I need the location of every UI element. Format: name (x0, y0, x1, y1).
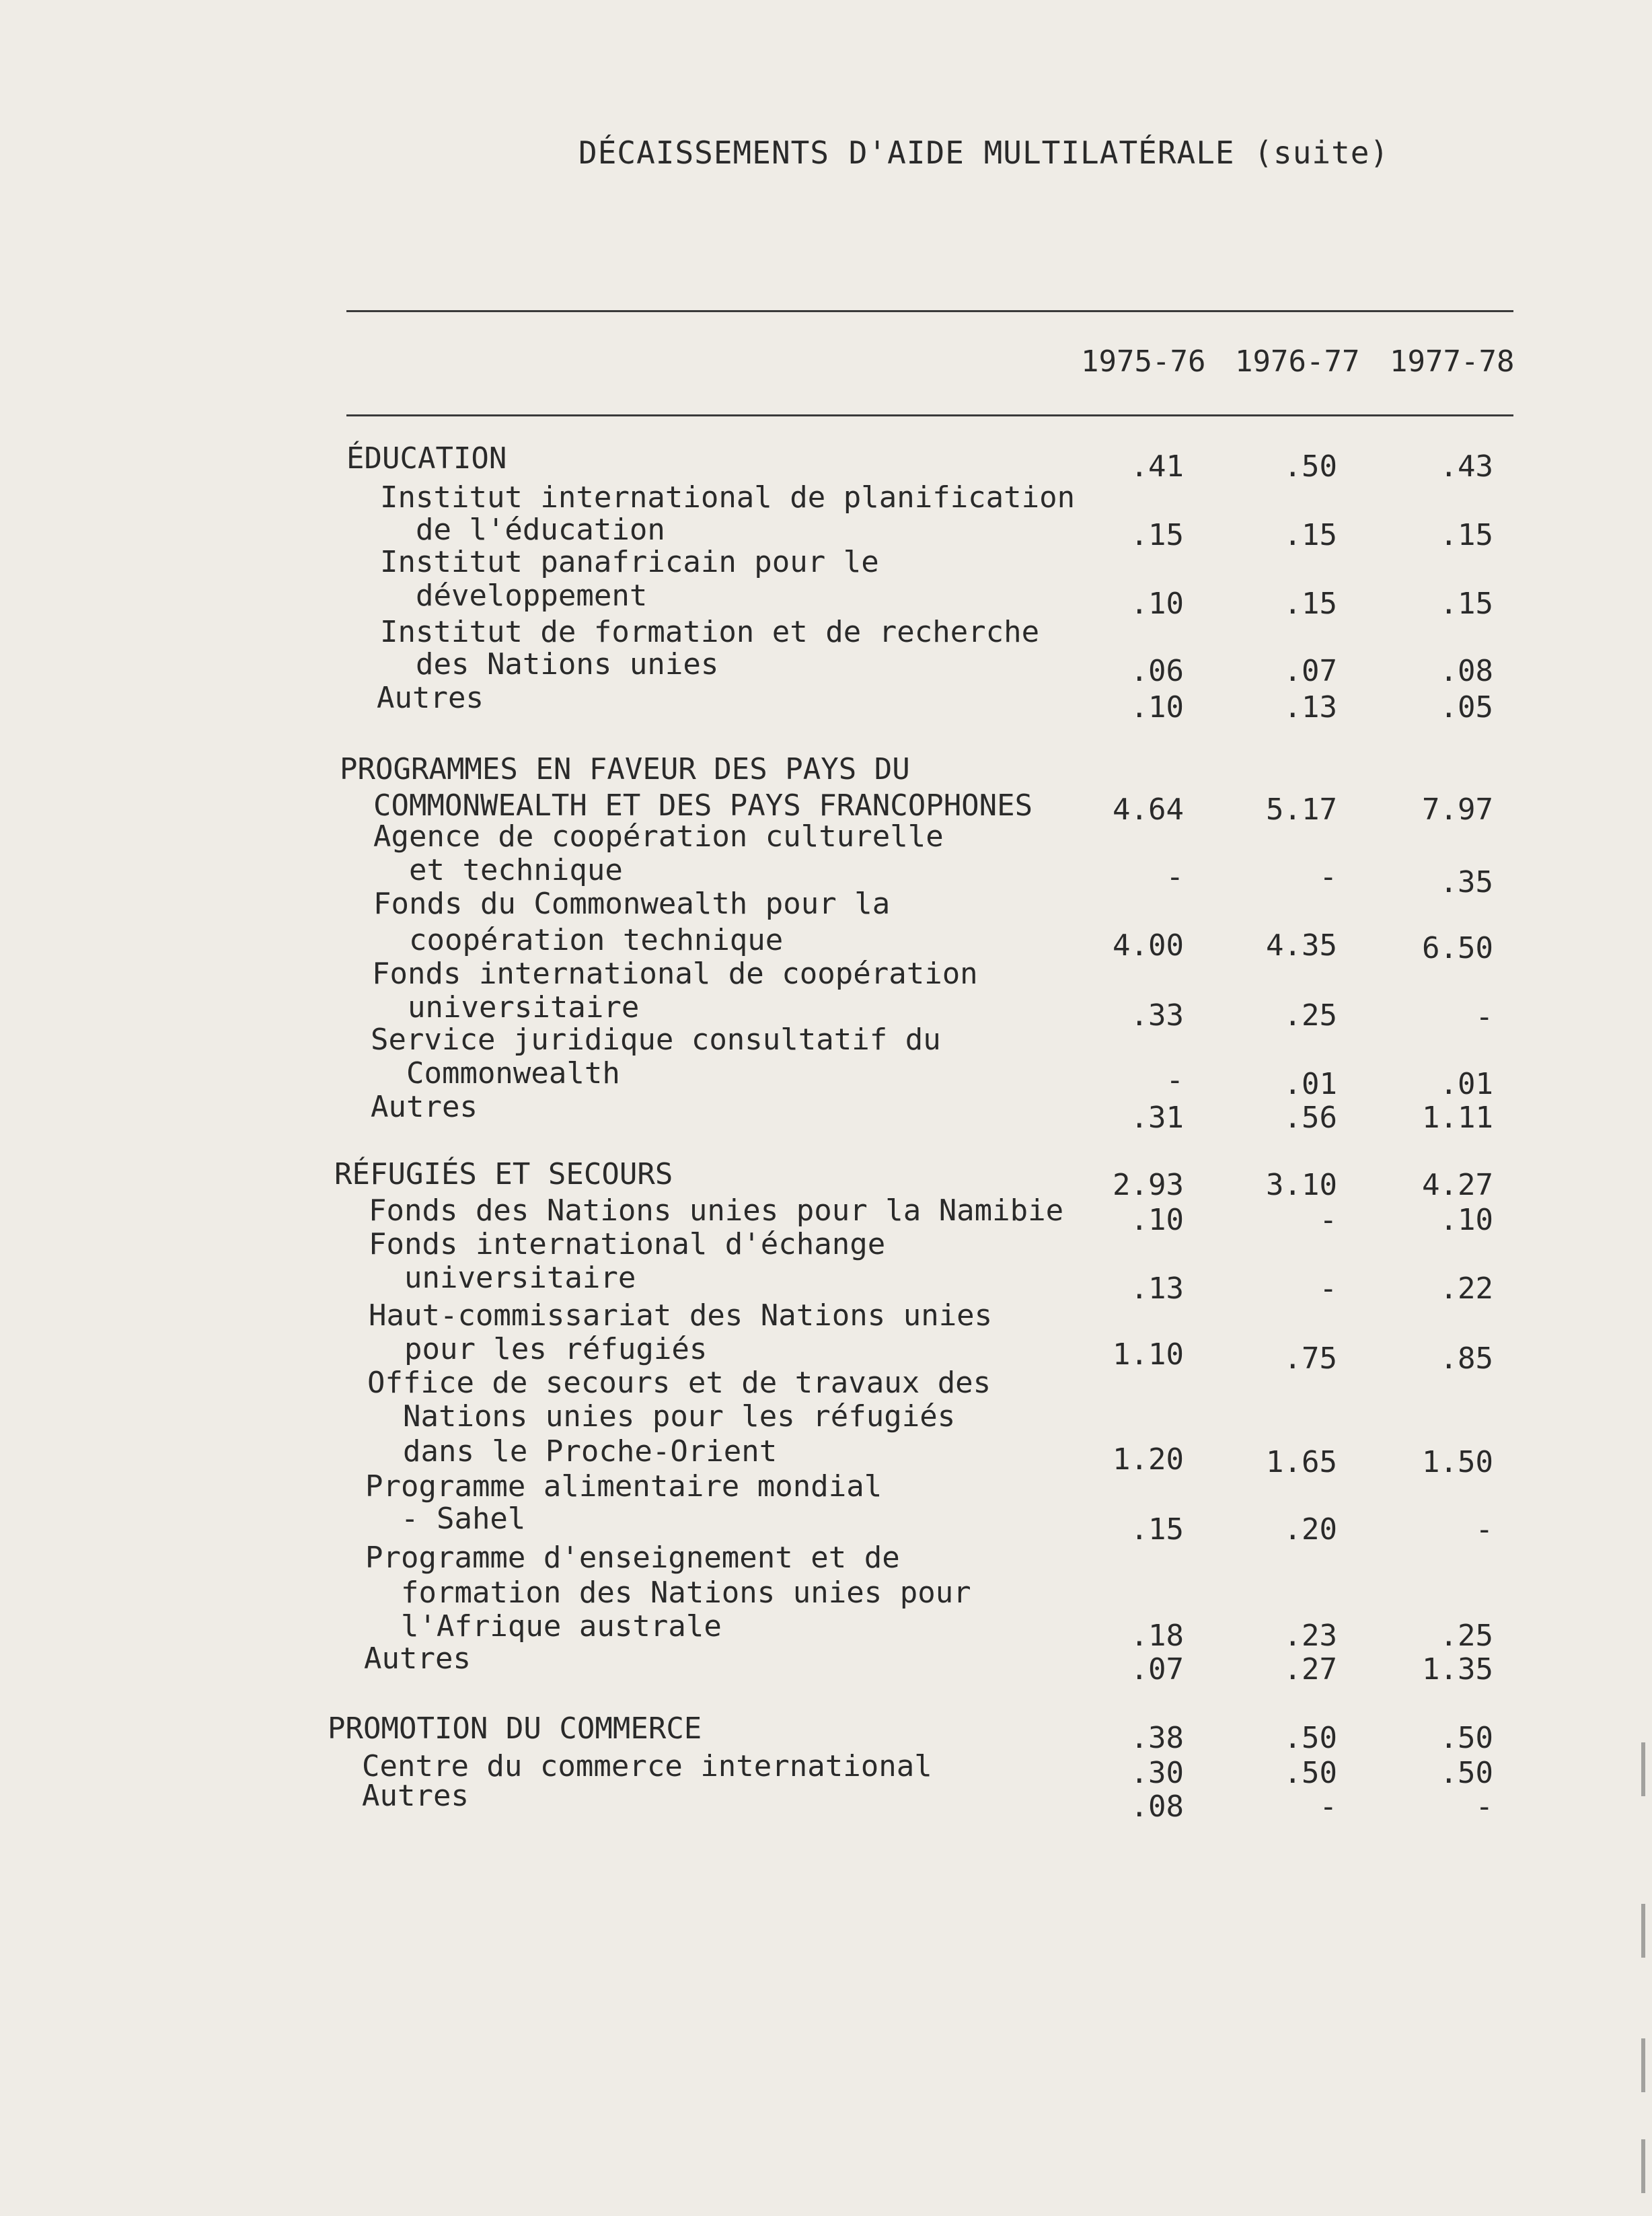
section-heading: PROGRAMMES EN FAVEUR DES PAYS DU (340, 752, 910, 786)
section-total-value: 4.64 (1113, 792, 1184, 827)
item-value: 1.65 (1266, 1445, 1337, 1479)
item-value: .15 (1130, 518, 1184, 552)
item-value: - (1166, 860, 1184, 894)
item-value: .50 (1283, 1756, 1337, 1790)
item-value: 4.35 (1266, 928, 1337, 963)
item-value: .06 (1130, 654, 1184, 688)
item-label: Institut international de planification (380, 480, 1076, 515)
item-value: .75 (1283, 1341, 1337, 1376)
section-total-value: .50 (1283, 449, 1337, 484)
item-value: - (1319, 860, 1337, 894)
item-value: .07 (1130, 1652, 1184, 1687)
item-label: Autres (377, 681, 484, 715)
section-heading: RÉFUGIÉS ET SECOURS (334, 1157, 673, 1191)
item-label: Agence de coopération culturelle (373, 819, 944, 854)
item-value: .27 (1283, 1652, 1337, 1687)
item-value: - (1319, 1789, 1337, 1824)
item-value: .08 (1130, 1789, 1184, 1824)
item-label: développement (380, 579, 648, 613)
item-value: .18 (1130, 1619, 1184, 1653)
item-label: des Nations unies (380, 647, 719, 681)
item-value: 1.50 (1422, 1445, 1493, 1479)
item-value: - (1166, 1063, 1184, 1097)
item-value: .08 (1439, 654, 1493, 688)
item-label: formation des Nations unies pour (365, 1576, 971, 1610)
binder-mark (1641, 2139, 1645, 2193)
binder-mark (1641, 1742, 1645, 1796)
section-total-value: 4.27 (1422, 1168, 1493, 1202)
item-value: .33 (1130, 998, 1184, 1033)
item-label: Institut panafricain pour le (380, 545, 879, 579)
item-value: .13 (1130, 1271, 1184, 1306)
item-value: .22 (1439, 1271, 1493, 1306)
item-value: 6.50 (1422, 931, 1493, 965)
item-value: .85 (1439, 1341, 1493, 1376)
item-value: - (1319, 1271, 1337, 1306)
item-label: Autres (371, 1090, 478, 1124)
item-label: Fonds du Commonwealth pour la (373, 887, 891, 921)
item-value: .15 (1130, 1512, 1184, 1547)
item-label: et technique (373, 853, 623, 887)
item-label: Institut de formation et de recherche (380, 615, 1040, 649)
item-value: 1.35 (1422, 1652, 1493, 1687)
item-label: Haut-commissariat des Nations unies (369, 1298, 993, 1333)
item-value: .10 (1130, 690, 1184, 725)
section-heading: PROMOTION DU COMMERCE (328, 1711, 702, 1746)
binder-mark (1641, 2038, 1645, 2092)
column-header: 1976-77 (1235, 344, 1360, 379)
item-value: 4.00 (1113, 928, 1184, 963)
item-value: .50 (1439, 1756, 1493, 1790)
item-value: .15 (1283, 587, 1337, 621)
item-label: dans le Proche-Orient (367, 1434, 778, 1469)
item-label: Office de secours et de travaux des (367, 1366, 991, 1400)
table-top-rule (346, 310, 1513, 312)
item-value: 1.11 (1422, 1101, 1493, 1135)
item-value: .01 (1283, 1067, 1337, 1101)
section-total-value: .41 (1130, 449, 1184, 484)
item-label: Centre du commerce international (362, 1749, 932, 1783)
item-label: universitaire (369, 1261, 636, 1295)
item-value: .15 (1439, 587, 1493, 621)
item-label: universitaire (372, 990, 640, 1025)
item-value: .31 (1130, 1101, 1184, 1135)
page-title: DÉCAISSEMENTS D'AIDE MULTILATÉRALE (suite) (578, 135, 1390, 171)
item-label: - Sahel (365, 1502, 526, 1536)
item-label: l'Afrique australe (365, 1609, 722, 1643)
section-total-value: .50 (1439, 1721, 1493, 1755)
item-label: Nations unies pour les réfugiés (367, 1399, 956, 1434)
section-heading: COMMONWEALTH ET DES PAYS FRANCOPHONES (373, 788, 1033, 823)
item-label: Fonds des Nations unies pour la Namibie (369, 1193, 1064, 1228)
item-value: .20 (1283, 1512, 1337, 1547)
item-value: .10 (1439, 1203, 1493, 1237)
item-value: .15 (1283, 518, 1337, 552)
item-value: - (1475, 1000, 1493, 1034)
item-value: .13 (1283, 690, 1337, 725)
section-total-value: 5.17 (1266, 792, 1337, 827)
item-label: coopération technique (373, 923, 784, 957)
header-rule (346, 414, 1513, 416)
item-value: .15 (1439, 518, 1493, 552)
item-value: - (1319, 1203, 1337, 1237)
item-label: Fonds international d'échange (369, 1227, 886, 1261)
item-label: Fonds international de coopération (372, 957, 978, 991)
column-header: 1977-78 (1390, 344, 1515, 379)
item-value: - (1475, 1512, 1493, 1547)
section-total-value: 7.97 (1422, 792, 1493, 827)
binder-mark (1641, 1904, 1645, 1958)
item-label: Autres (364, 1641, 471, 1676)
item-label: Programme alimentaire mondial (365, 1469, 883, 1504)
item-value: .25 (1283, 998, 1337, 1033)
item-label: Autres (362, 1779, 469, 1813)
item-value: .30 (1130, 1756, 1184, 1790)
section-total-value: 3.10 (1266, 1168, 1337, 1202)
item-value: 1.10 (1113, 1337, 1184, 1372)
section-total-value: 2.93 (1113, 1168, 1184, 1202)
item-value: .01 (1439, 1067, 1493, 1101)
item-value: .10 (1130, 587, 1184, 621)
item-value: .23 (1283, 1619, 1337, 1653)
item-label: Programme d'enseignement et de (365, 1541, 900, 1575)
item-value: .35 (1439, 865, 1493, 899)
item-value: .25 (1439, 1619, 1493, 1653)
item-label: Service juridique consultatif du (371, 1023, 941, 1057)
section-total-value: .43 (1439, 449, 1493, 484)
item-label: pour les réfugiés (369, 1332, 708, 1366)
section-total-value: .38 (1130, 1721, 1184, 1755)
section-heading: ÉDUCATION (346, 441, 507, 476)
item-label: de l'éducation (380, 513, 665, 547)
column-header: 1975-76 (1081, 344, 1206, 379)
item-value: .56 (1283, 1101, 1337, 1135)
item-value: - (1475, 1789, 1493, 1824)
section-total-value: .50 (1283, 1721, 1337, 1755)
item-value: .05 (1439, 690, 1493, 725)
item-value: .07 (1283, 654, 1337, 688)
item-label: Commonwealth (371, 1056, 620, 1091)
item-value: .10 (1130, 1203, 1184, 1237)
item-value: 1.20 (1113, 1442, 1184, 1477)
